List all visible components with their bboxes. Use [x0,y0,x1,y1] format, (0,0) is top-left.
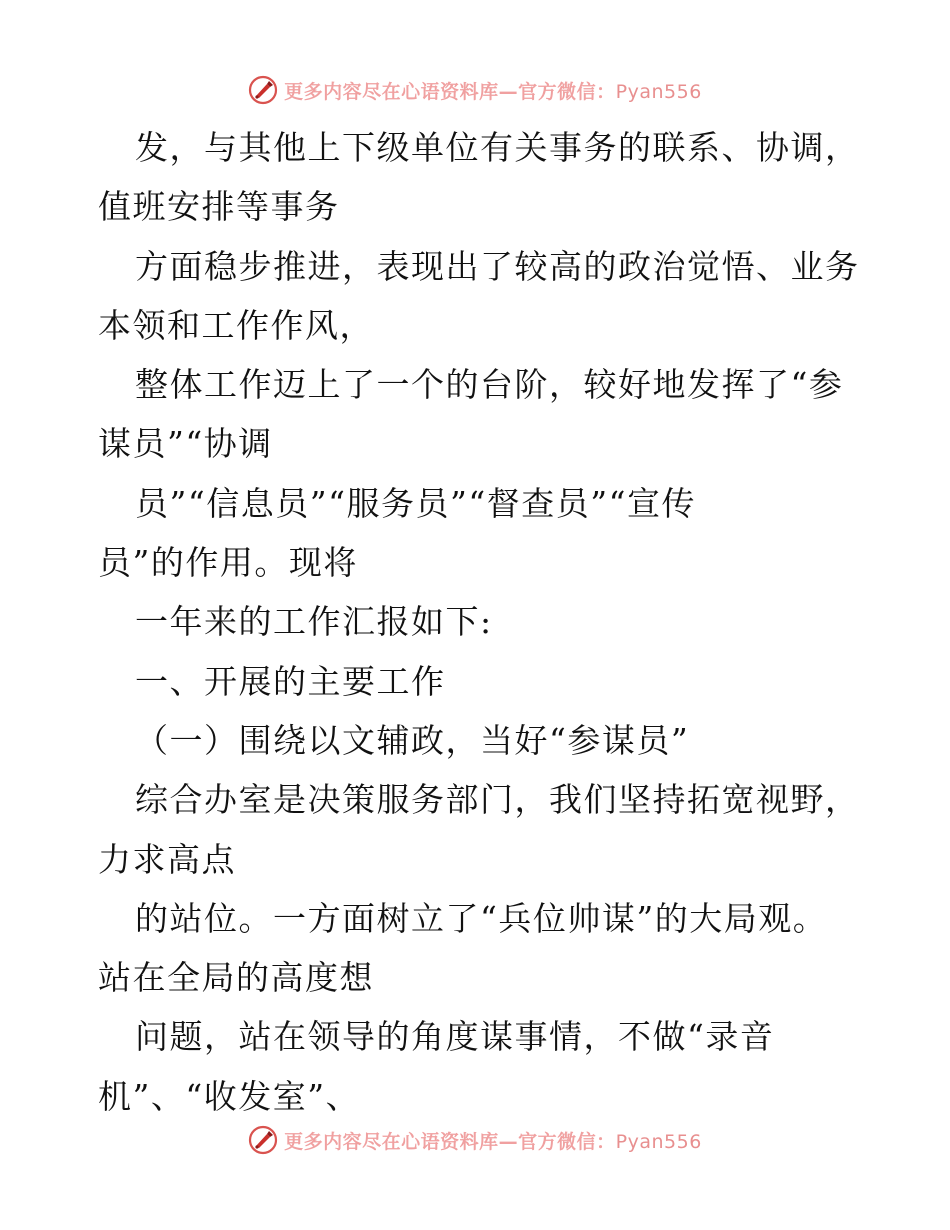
pen-seal-logo-icon [248,75,278,105]
body-text-line: 员”的作用。现将 [98,543,358,583]
watermark-text: 更多内容尽在心语资料库—官方微信：Pyan556 [284,80,702,103]
body-text-line: 发，与其他上下级单位有关事务的联系、协调， [135,128,860,167]
header-watermark [0,72,950,108]
footer-watermark [0,1122,950,1158]
body-text-line: 的站位。一方面树立了“兵位帅谋”的大局观。 [135,898,828,938]
body-text-line: 力求高点 [98,839,236,879]
body-text-line: 值班安排等事务 [98,187,340,227]
pen-seal-logo-icon [248,1125,278,1155]
body-text-line: 站在全局的高度想 [98,958,374,998]
body-text-line: 本领和工作作风， [98,305,374,345]
body-text-line: 综合办室是决策服务部门，我们坚持拓宽视野， [135,780,860,820]
body-text-line: 方面稳步推进，表现出了较高的政治觉悟、业务 [135,246,860,286]
body-text-line: 问题，站在领导的角度谋事情，不做“录音 [135,1017,775,1057]
body-text-line: （一）围绕以文辅政，当好“参谋员” [135,720,690,760]
body-text-line: 谋员”“协调 [98,424,273,464]
body-text-line: 一年来的工作汇报如下: [135,602,493,642]
body-text-line: 机”、“收发室”、 [98,1076,361,1116]
body-text-line: 员”“信息员”“服务员”“督查员”“宣传 [135,483,696,523]
document-body [98,118,868,1126]
body-text-line: 整体工作迈上了一个的台阶，较好地发挥了“参 [135,365,844,405]
body-text-line: 一、开展的主要工作 [135,661,446,701]
watermark-text: 更多内容尽在心语资料库—官方微信：Pyan556 [284,1130,702,1153]
